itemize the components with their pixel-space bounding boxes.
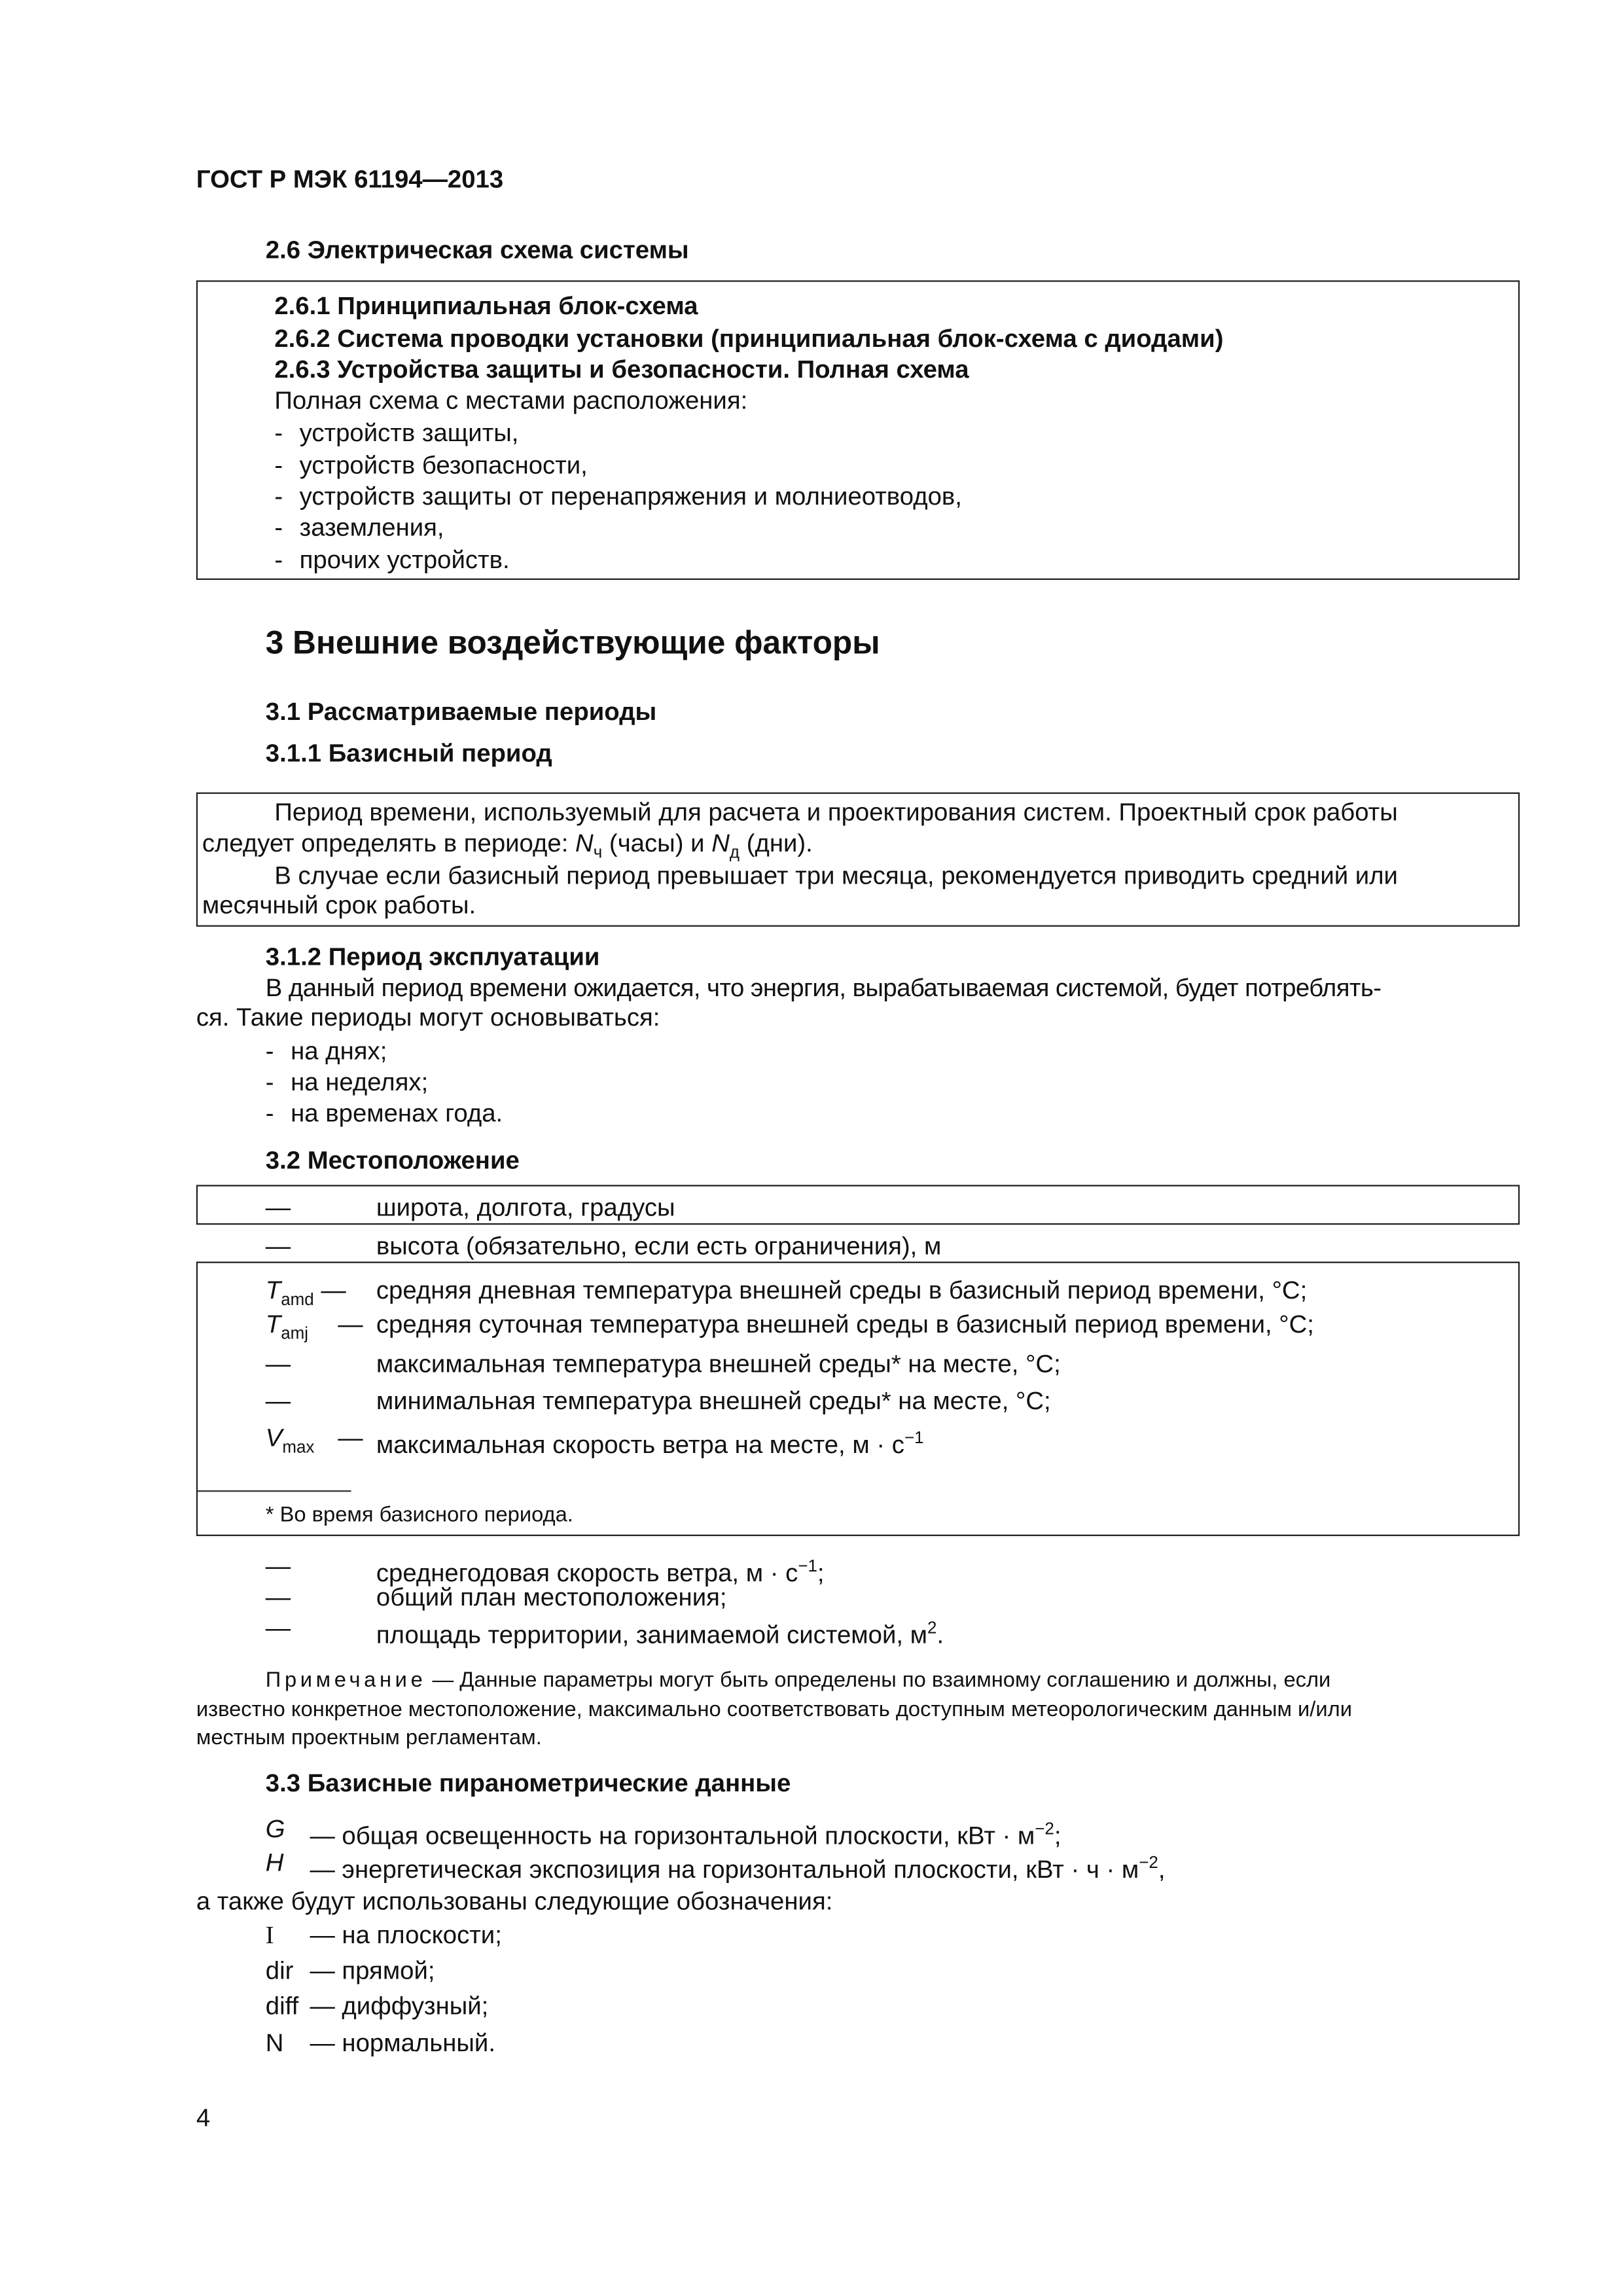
heading-3-1-1: 3.1.1 Базисный период	[265, 739, 552, 768]
param-row: $T_{amd}$ — средняя дневная температура внешней среды в базисный период времени, °С;	[265, 1276, 1308, 1310]
note-line: Примечание — Данные параметры могут быть определены по взаимному соглашению и должны, если	[265, 1668, 1331, 1693]
heading-3-2: 3.2 Местоположение	[265, 1146, 520, 1175]
heading-3-3: 3.3 Базисные пиранометрические данные	[265, 1769, 791, 1797]
paragraph-line: а также будут использованы следующие обозначения:	[196, 1887, 833, 1916]
heading-2-6: 2.6 Электрическая схема системы	[265, 236, 689, 264]
param-row: — среднегодовая скорость ветра, $м \cdot с^{-1}$;	[265, 1552, 825, 1588]
symbol-row: I — на плоскости;	[265, 1921, 502, 1950]
footnote: * Во время базисного периода.	[265, 1503, 573, 1528]
list-item: - устройств защиты,	[274, 419, 519, 448]
page-number: 4	[196, 2104, 211, 2132]
symbol-row: dir — прямой;	[265, 1956, 435, 1985]
list-item: - на днях;	[265, 1037, 387, 1066]
symbol-row: H — энергетическая экспозиция на горизонтальной плоскости, кВт · $ч \cdot м^{-2}$,	[265, 1848, 1166, 1884]
paragraph-line: следует определять в периоде: $N_ч$ (часы) и $N_д$ (дни).	[202, 829, 813, 863]
list-item: - на временах года.	[265, 1099, 503, 1128]
param-row: — широта, долгота, градусы	[265, 1193, 675, 1222]
paragraph-line: В случае если базисный период превышает три месяца, рекомендуется приводить средний или	[274, 861, 1398, 890]
param-row: — общий план местоположения;	[265, 1583, 727, 1611]
note-line: местным проектным регламентам.	[196, 1726, 542, 1750]
footnote-rule	[198, 1490, 351, 1492]
scheme-intro: Полная схема с местами расположения:	[274, 386, 748, 415]
document-header: ГОСТ Р МЭК 61194—2013	[196, 165, 504, 194]
paragraph-line: ся. Такие периоды могут основываться:	[196, 1003, 660, 1031]
list-item: - устройств безопасности,	[274, 451, 588, 480]
paragraph-line: месячный срок работы.	[202, 891, 476, 920]
list-item: - заземления,	[274, 513, 444, 542]
heading-3-1-2: 3.1.2 Период эксплуатации	[265, 942, 600, 971]
heading-2-6-1: 2.6.1 Принципиальная блок-схема	[274, 292, 698, 321]
paragraph-line: Период времени, используемый для расчета и проектирования систем. Проектный срок работы	[274, 798, 1398, 827]
symbol-row: diff — диффузный;	[265, 1992, 489, 2020]
symbol-row: G — общая освещенность на горизонтальной плоскости, кВт · $м^{-2}$;	[265, 1815, 1061, 1850]
paragraph-line: В данный период времени ожидается, что энергия, вырабатываемая системой, будет потреблять-	[265, 973, 1382, 1002]
param-row: $V_{max}$ — максимальная скорость ветра на месте, $м \cdot с^{-1}$	[265, 1424, 924, 1459]
heading-2-6-3: 2.6.3 Устройства защиты и безопасности. Полная схема	[274, 355, 969, 384]
note-line: известно конкретное местоположение, максимально соответствовать доступным метеорологическим данным и/или	[196, 1698, 1353, 1723]
list-item: - на неделях;	[265, 1068, 429, 1097]
heading-2-6-2: 2.6.2 Система проводки установки (принципиальная блок-схема с диодами)	[274, 324, 1224, 353]
param-row: — площадь территории, занимаемой системой, $м^2$.	[265, 1614, 944, 1649]
heading-3-1: 3.1 Рассматриваемые периоды	[265, 698, 657, 726]
symbol-row: N — нормальный.	[265, 2028, 495, 2057]
param-row: $T_{amj}$ — средняя суточная температура внешней среды в базисный период времени, °С;	[265, 1310, 1314, 1344]
list-item: - прочих устройств.	[274, 546, 510, 575]
param-row: — максимальная температура внешней среды* на месте, °С;	[265, 1350, 1061, 1378]
heading-3: 3 Внешние воздействующие факторы	[265, 624, 880, 662]
list-item: - устройств защиты от перенапряжения и молниеотводов,	[274, 482, 962, 511]
param-row: — минимальная температура внешней среды* на месте, °С;	[265, 1387, 1051, 1416]
param-row: — высота (обязательно, если есть ограничения), м	[265, 1232, 942, 1261]
